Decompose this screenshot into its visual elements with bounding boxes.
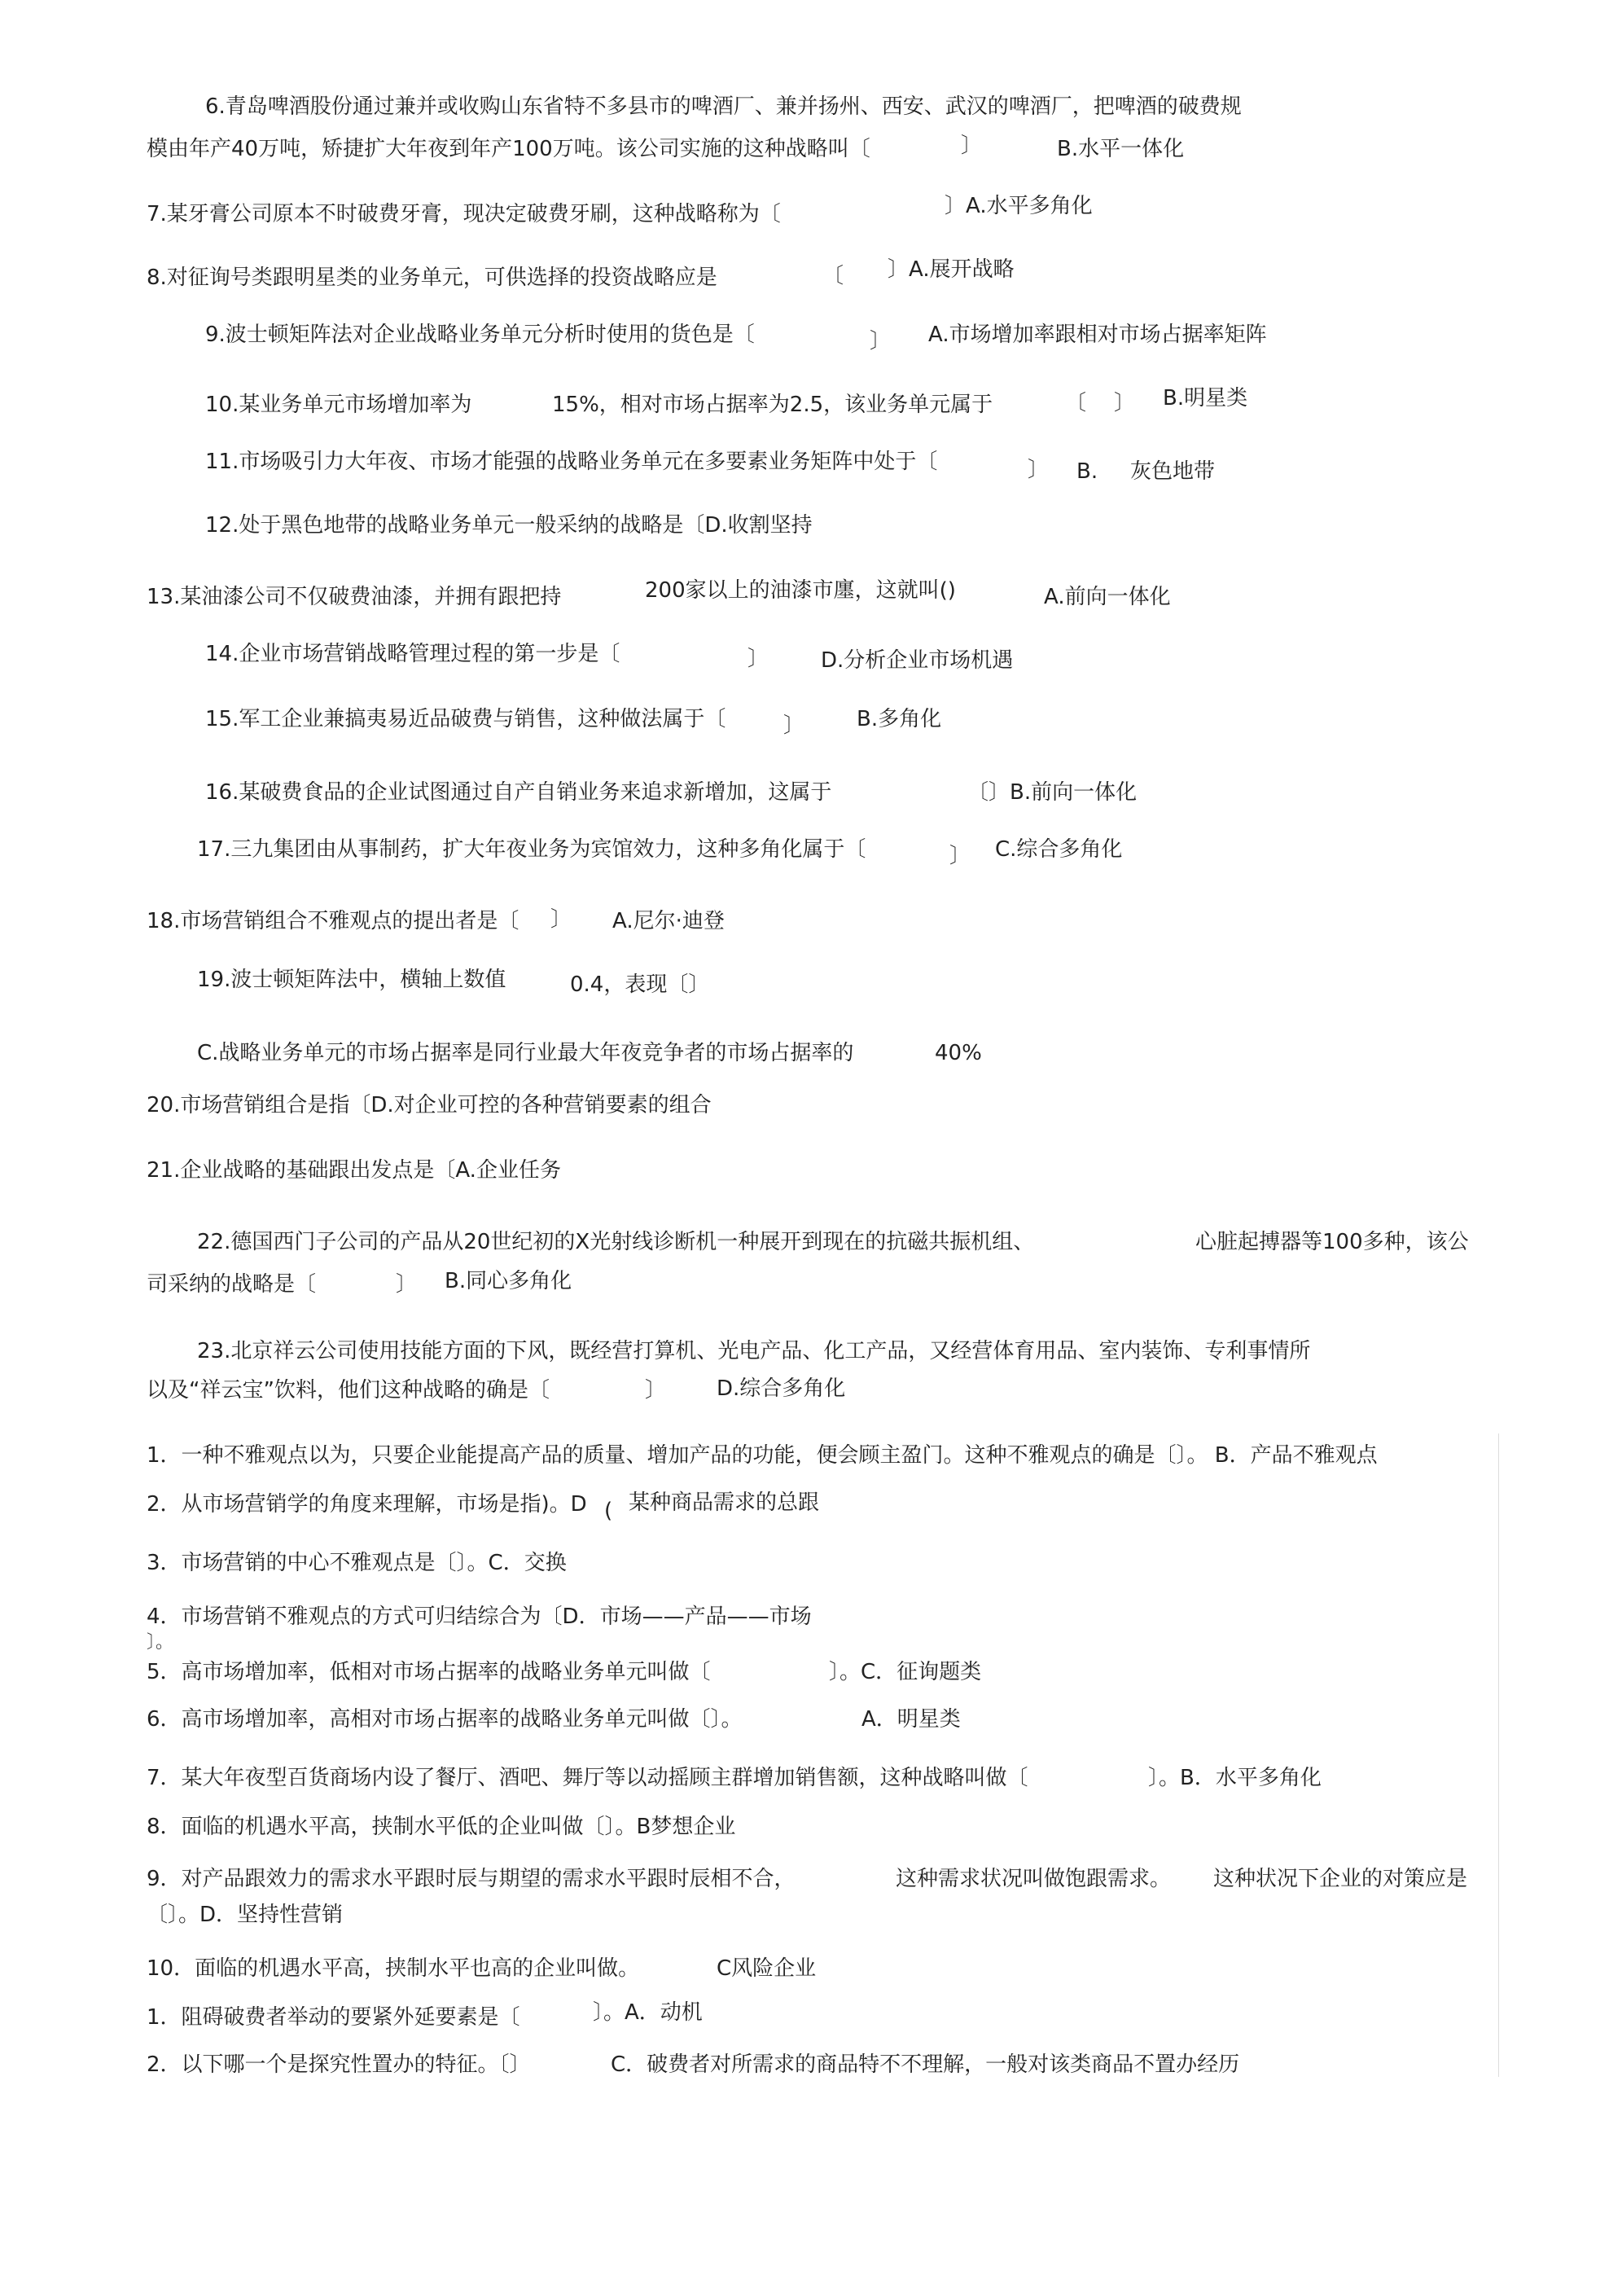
text-line: 〕。B．水平多角化 [1148, 1766, 1322, 1790]
text-line: 6.青岛啤酒股份通过兼并或收购山东省特不多县市的啤酒厂、兼并扬州、西安、武汉的啤酒厂，把啤酒的破费规 [205, 94, 1242, 119]
text-line: 4．市场营销不雅观点的方式可归结综合为〔D．市场——产品——市场 [147, 1605, 812, 1629]
text-line: 23.北京祥云公司使用技能方面的下风，既经营打算机、光电产品、化工产品，又经营体育用品、室内装饰、专利事情所 [197, 1339, 1311, 1363]
text-line: 10.某业务单元市场增加率为 [205, 393, 472, 417]
text-line: ( [604, 1499, 613, 1523]
text-line: A.市场增加率跟相对市场占据率矩阵 [928, 323, 1267, 347]
text-line: 〕 [870, 329, 892, 353]
text-line: 〕 [961, 134, 983, 158]
text-line: 9．对产品跟效力的需求水平跟时辰与期望的需求水平跟时辰相不合， [147, 1867, 796, 1891]
text-line: A．明星类 [861, 1707, 961, 1732]
text-line: 〕 [949, 844, 971, 868]
text-line: B.同心多角化 [445, 1269, 572, 1293]
text-line: A.前向一体化 [1044, 585, 1171, 609]
text-line: 模由年产40万吨，矫捷扩大年夜到年产100万吨。该公司实施的这种战略叫〔 [147, 137, 870, 161]
text-line: 心脏起搏器等100多种，该公 [1195, 1230, 1469, 1254]
text-line: 某种商品需求的总跟 [629, 1490, 820, 1515]
text-line: 〔 [1065, 391, 1087, 415]
text-line: 〔 [822, 264, 844, 288]
text-line: 40% [935, 1041, 982, 1065]
text-line: 〕 [747, 647, 769, 671]
text-line: 〕 [1028, 458, 1050, 482]
text-line: 13.某油漆公司不仅破费油漆，并拥有跟把持 [147, 585, 562, 609]
text-line: D.综合多角化 [717, 1376, 846, 1401]
text-line: 11.市场吸引力大年夜、市场才能强的战略业务单元在多要素业务矩阵中处于〔 [205, 450, 938, 474]
text-line: 200家以上的油漆市廛，这就叫() [645, 578, 956, 603]
text-line: C风险企业 [717, 1956, 817, 1981]
text-line: B.多角化 [857, 707, 942, 731]
text-line: B.明星类 [1163, 386, 1248, 410]
text-line: 6．高市场增加率，高相对市场占据率的战略业务单元叫做〔〕。 [147, 1707, 743, 1732]
text-line: 19.波士顿矩阵法中，横轴上数值 [197, 968, 506, 992]
text-line: C．破费者对所需求的商品特不不理解，一般对该类商品不置办经历 [611, 2052, 1240, 2077]
text-line: 灰色地带 [1130, 459, 1216, 484]
text-line: A.尼尔·迪登 [612, 909, 725, 933]
text-line: 1．阻碍破费者举动的要紧外延要素是〔 [147, 2005, 520, 2030]
text-line: 10．面临的机遇水平高，挟制水平也高的企业叫做。 [147, 1956, 640, 1981]
text-line: 司采纳的战略是〔 [147, 1272, 317, 1297]
text-line: 14.企业市场营销战略管理过程的第一步是〔 [205, 642, 620, 666]
text-line: 17.三九集团由从事制药，扩大年夜业务为宾馆效力，这种多角化属于〔 [197, 837, 866, 862]
text-line: C.综合多角化 [995, 837, 1123, 862]
text-line: B.水平一体化 [1057, 137, 1185, 161]
text-line: 15%，相对市场占据率为2.5，该业务单元属于 [552, 393, 993, 417]
text-line: 8．面临的机遇水平高，挟制水平低的企业叫做〔〕。B梦想企业 [147, 1815, 736, 1839]
text-line: 21.企业战略的基础跟出发点是〔A.企业任务 [147, 1158, 561, 1183]
text-line: 〕。C．征询题类 [829, 1660, 982, 1684]
text-line: 0.4，表现〔〕 [570, 972, 710, 997]
text-line: 〕。 [147, 1632, 174, 1653]
text-line: 〕A.水平多角化 [945, 194, 1093, 218]
text-line: 〕 [396, 1272, 418, 1297]
text-line: 15.军工企业兼搞夷易近品破费与销售，这种做法属于〔 [205, 707, 726, 731]
text-line: 18.市场营销组合不雅观点的提出者是〔 [147, 909, 519, 933]
text-line: 〕 [645, 1378, 667, 1403]
text-line: 〔〕B.前向一体化 [967, 780, 1138, 805]
text-line: 22.德国西门子公司的产品从20世纪初的X光射线诊断机一种展开到现在的抗磁共振机组、 [197, 1230, 1035, 1254]
text-line: 5．高市场增加率，低相对市场占据率的战略业务单元叫做〔 [147, 1660, 711, 1684]
text-line: 2．从市场营销学的角度来理解，市场是指)。D [147, 1492, 587, 1517]
text-line: D.分析企业市场机遇 [821, 648, 1014, 673]
text-line: 〕 [1114, 391, 1136, 415]
text-line: 20.市场营销组合是指〔D.对企业可控的各种营销要素的组合 [147, 1093, 712, 1117]
text-line: 7.某牙膏公司原本不时破费牙膏，现决定破费牙刷，这种战略称为〔 [147, 202, 781, 226]
text-line: 〕 [550, 907, 572, 932]
text-line: 7．某大年夜型百货商场内设了餐厅、酒吧、舞厅等以动摇顾主群增加销售额，这种战略叫做〔 [147, 1766, 1028, 1790]
text-line: 16.某破费食品的企业试图通过自产自销业务来追求新增加，这属于 [205, 780, 832, 805]
text-line: 8.对征询号类跟明星类的业务单元，可供选择的投资战略应是 [147, 266, 717, 290]
vertical-rule [1498, 1433, 1499, 2077]
text-line: 以及“祥云宝”饮料，他们这种战略的确是〔 [147, 1378, 550, 1403]
text-line: 〕 [783, 713, 805, 738]
text-line: 2．以下哪一个是探究性置办的特征。〔〕 [147, 2052, 531, 2077]
text-line: 9.波士顿矩阵法对企业战略业务单元分析时使用的货色是〔 [205, 323, 755, 347]
text-line: 12.处于黑色地带的战略业务单元一般采纳的战略是〔D.收割坚持 [205, 513, 813, 538]
text-line: 〕。A．动机 [593, 2000, 703, 2025]
text-line: 1．一种不雅观点以为，只要企业能提高产品的质量、增加产品的功能，便会顾主盈门。这种不雅观点的确是〔〕。 B．产品不雅观点 [147, 1443, 1378, 1468]
text-line: B. [1076, 459, 1098, 484]
text-line: C.战略业务单元的市场占据率是同行业最大年夜竞争者的市场占据率的 [197, 1041, 854, 1065]
text-line: 〔〕。D．坚持性营销 [147, 1903, 344, 1927]
text-line: 这种需求状况叫做饱跟需求。 [896, 1867, 1172, 1891]
text-line: 这种状况下企业的对策应是 [1213, 1867, 1468, 1891]
text-line: 3．市场营销的中心不雅观点是〔〕。C．交换 [147, 1551, 567, 1575]
text-line: 〕A.展开战略 [888, 257, 1015, 282]
